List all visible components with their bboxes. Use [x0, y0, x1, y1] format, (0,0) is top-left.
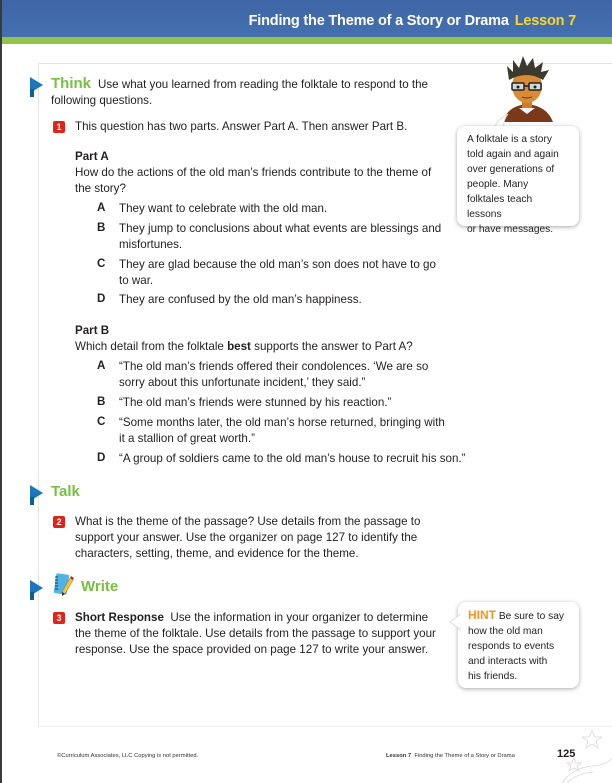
hint-line: and interacts with	[468, 656, 548, 667]
hint-line: his friends.	[468, 671, 518, 682]
footer-lesson	[386, 753, 515, 759]
part-b-question-bold: best	[227, 340, 251, 353]
part-a-question-line1: How do the actions of the old man’s friends contribute to the theme of	[75, 166, 432, 179]
question-number-1: 1	[53, 121, 65, 133]
question-number-3: 3	[53, 612, 65, 624]
write-flag-icon	[30, 580, 43, 596]
header-green-stripe	[2, 37, 612, 44]
think-intro-line2: following questions.	[51, 94, 153, 107]
option-text: They jump to conclusions about what events are blessings and	[119, 222, 442, 235]
option-text: They want to celebrate with the old man.	[119, 202, 328, 215]
hint-label: HINT	[468, 608, 496, 622]
option-text: “The old man’s friends offered their condolences. ‘We are so	[119, 360, 429, 373]
header-title	[249, 13, 576, 29]
talk-line2: support your answer. Use the organizer on page 127 to identify the	[75, 531, 418, 544]
think-heading: Think	[51, 75, 91, 92]
option-letter: B	[97, 395, 106, 408]
header-lesson: Lesson 7	[514, 13, 576, 29]
option-text: “The old man’s friends were stunned by his reaction.”	[119, 396, 392, 409]
hint-first-text: Be sure to say	[498, 611, 564, 622]
talk-line3: characters, setting, theme, and evidence for the theme.	[75, 547, 359, 560]
question-number-2: 2	[53, 516, 65, 528]
hint-first-line	[468, 608, 569, 624]
footer-lesson-bold: Lesson 7	[386, 753, 412, 759]
option-text: They are glad because the old man’s son does not have to go	[119, 258, 436, 271]
option-letter: C	[97, 415, 106, 428]
option-text-cont: sorry about this unfortunate incident,’ they said.”	[119, 376, 366, 389]
option-text-cont: it a stallion of great worth.”	[119, 432, 255, 445]
option-letter: D	[97, 451, 106, 464]
think-intro-line1: Use what you learned from reading the folktale to respond to the	[98, 78, 428, 91]
bubble-line: over generations of	[467, 164, 555, 175]
option-text: They are confused by the old man’s happiness.	[119, 293, 362, 306]
page-header	[2, 0, 612, 37]
footer-lesson-title: Finding the Theme of a Story or Drama	[414, 753, 515, 759]
hint-line: how the old man	[468, 626, 543, 637]
option-letter: A	[97, 359, 106, 372]
question1-prompt: This question has two parts. Answer Part A. Then answer Part B.	[75, 120, 408, 133]
write-line1-text: Use the information in your organizer to determine	[170, 611, 429, 624]
write-line2: the theme of the folktale. Use details from the passage to support your	[75, 627, 436, 640]
part-b-question-pre: Which detail from the folktale	[75, 340, 228, 353]
notebook-pencil-icon	[52, 572, 76, 598]
bubble-line: people. Many	[467, 179, 529, 190]
bubble-line: told again and again	[467, 149, 559, 160]
talk-line1: What is the theme of the passage? Use details from the passage to	[75, 515, 421, 528]
talk-heading: Talk	[51, 483, 80, 500]
header-title-text: Finding the Theme of a Story or Drama	[248, 13, 509, 29]
option-letter: C	[97, 257, 106, 270]
option-text: “A group of soldiers came to the old man’s house to recruit his son.”	[119, 452, 466, 465]
folktale-definition-bubble	[457, 126, 579, 235]
student-avatar-icon	[497, 56, 557, 122]
option-text-cont: to war.	[119, 274, 154, 287]
write-line3: response. Use the space provided on page 127 to write your answer.	[75, 643, 429, 656]
hint-bubble-tail	[449, 614, 461, 630]
hint-bubble	[458, 602, 579, 688]
bubble-line: or have messages.	[467, 224, 554, 235]
bubble-line: folktales teach lessons	[467, 194, 533, 220]
part-b-question	[75, 339, 413, 355]
write-heading: Write	[81, 578, 119, 595]
part-a-label: Part A	[75, 150, 109, 163]
option-letter: A	[97, 201, 106, 214]
option-letter: B	[97, 221, 106, 234]
short-response-label: Short Response	[75, 611, 164, 624]
decorative-stars-icon	[562, 728, 612, 783]
think-flag-icon	[30, 77, 43, 93]
part-b-question-post: supports the answer to Part A?	[250, 340, 413, 353]
hint-line: responds to events	[468, 641, 555, 652]
talk-flag-icon	[30, 485, 43, 501]
option-letter: D	[97, 292, 106, 305]
footer-copyright: ©Curriculum Associates, LLC Copying is not permitted.	[57, 753, 199, 759]
part-a-question-line2: the story?	[75, 182, 126, 195]
option-text: “Some months later, the old man’s horse returned, bringing with	[119, 416, 445, 429]
bubble-line: A folktale is a story	[467, 134, 552, 145]
page-number: 125	[557, 748, 576, 760]
option-text-cont: misfortunes.	[119, 238, 183, 251]
write-line1	[75, 610, 428, 626]
part-b-label: Part B	[75, 324, 110, 337]
workbook-page	[2, 0, 612, 783]
